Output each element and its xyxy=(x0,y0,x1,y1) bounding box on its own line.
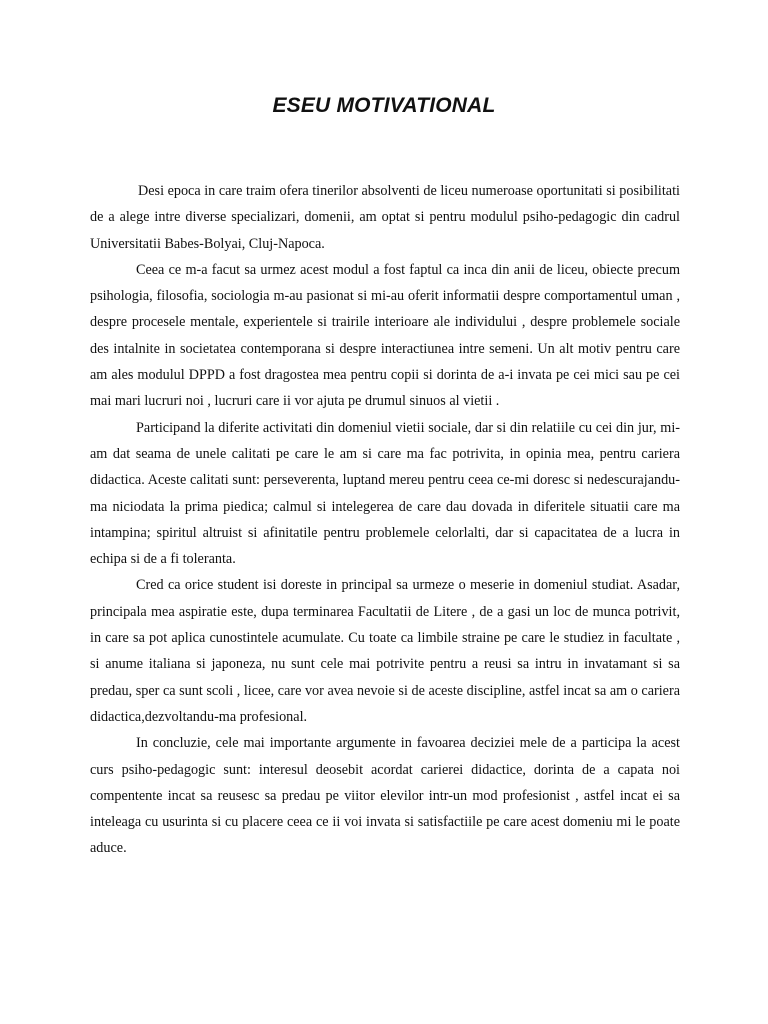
paragraph-4: Cred ca orice student isi doreste in principal sa urmeze o meserie in domeniul studiat. Asadar, principala mea aspiratie este, dupa terminarea Facultatii de Litere , de a gasi un loc de munca potrivit, in care sa pot aplica cunostintele acumulate. Cu toate ca limbile straine pe care le studiez in facultate , si anume italiana si japoneza, nu sunt cele mai potrivite pentru a reusi sa intru in invatamant si sa predau, sper ca sunt scoli , licee, care vor avea nevoie si de aceste discipline, astfel incat sa am o cariera didactica,dezvoltandu-ma profesional. xyxy=(90,577,680,725)
paragraph-5: In concluzie, cele mai importante argumente in favoarea deciziei mele de a participa la acest curs psiho-pedagogic sunt: interesul deosebit acordat carierei didactice, dorinta de a capata noi compentente incat sa reusesc sa predau pe viitor elevilor intr-un mod profesionist , astfel incat ei sa inteleaga cu usurinta si cu placere ceea ce ii voi invata si satisfactiile pe care acest domeniu mi le poate aduce. xyxy=(90,735,680,857)
document-body xyxy=(90,178,680,862)
paragraph-3: Participand la diferite activitati din domeniul vietii sociale, dar si din relatiile cu cei din jur, mi-am dat seama de unele calitati pe care le am si care ma fac potrivita, in opinia mea, pentru cariera didactica. Aceste calitati sunt: perseverenta, luptand mereu pentru ceea ce-mi doresc si nedescurajandu-ma niciodata la prima piedica; calmul si intelegerea de care dau dovada in diferitele situatii care ma intampina; spiritul altruist si afinitatile pentru problemele celorlalti, dar si capacitatea de a lucra in echipa si de a fi toleranta. xyxy=(90,419,680,568)
document-title: ESEU MOTIVATIONAL xyxy=(272,94,496,117)
paragraph-1: Desi epoca in care traim ofera tinerilor absolventi de liceu numeroase oportunitati si posibilitati de a alege intre diverse specializari, domenii, am optat si pentru modulul psiho-pedagogic din cadrul Universitatii Babes-Bolyai, Cluj-Napoca. xyxy=(90,183,680,252)
paragraph-2: Ceea ce m-a facut sa urmez acest modul a fost faptul ca inca din anii de liceu, obiecte precum psihologia, filosofia, sociologia m-au pasionat si mi-au oferit informatii despre comportamentul uman , despre procesele mentale, experientele si trairile interioare ale individului , despre problemele sociale des intalnite in societatea contemporana si despre interactiunea intre semeni. Un alt motiv pentru care am ales modulul DPPD a fost dragostea mea pentru copii si dorinta de a-i invata pe cei mici sau pe cei mai mari lucruri noi , lucruri care ii vor ajuta pe drumul sinuos al vietii . xyxy=(90,261,680,410)
